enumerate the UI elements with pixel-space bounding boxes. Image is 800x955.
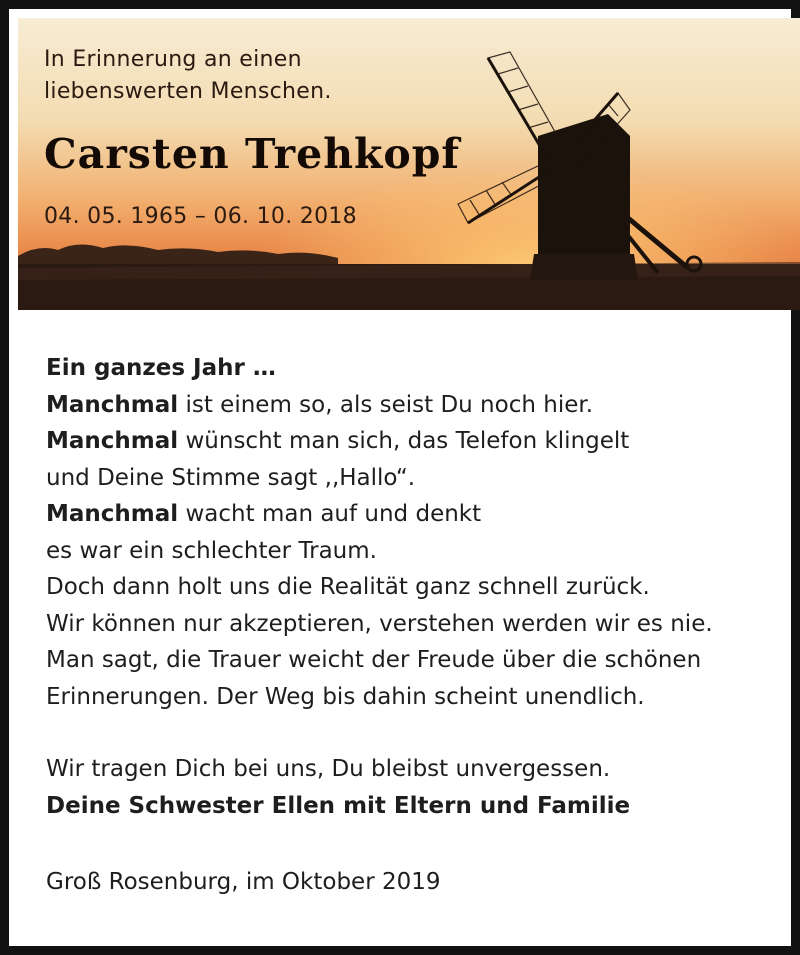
life-dates: 04. 05. 1965 – 06. 10. 2018 [44,204,357,229]
poem-title: Ein ganzes Jahr … [46,355,276,381]
memorial-text [46,350,786,901]
poem-line-6: Doch dann holt uns die Realität ganz schnell zurück. [46,574,650,600]
spacer [46,715,786,751]
closing-line: Wir tragen Dich bei uns, Du bleibst unvergessen. [46,756,611,782]
poem-line-2: Manchmal wünscht man sich, das Telefon klingelt [46,428,630,454]
poem-line-1: Manchmal ist einem so, als seist Du noch hier. [46,391,594,418]
poem-line-3: und Deine Stimme sagt ,,Hallo“. [46,464,416,491]
place-date: Groß Rosenburg, im Oktober 2019 [46,869,441,895]
intro-line-1: In Erinnerung an einen [44,47,302,72]
signature: Deine Schwester Ellen mit Eltern und Familie [46,792,631,819]
intro-line-2: liebenswerten Menschen. [44,79,332,104]
poem-line-9: Erinnerungen. Der Weg bis dahin scheint unendlich. [46,683,645,710]
poem-line-4: Manchmal wacht man auf und denkt [46,501,482,527]
spacer [46,824,786,864]
poem-line-5: es war ein schlechter Traum. [46,537,377,564]
intro-text [44,44,332,108]
poem-line-7: Wir können nur akzeptieren, verstehen werden wir es nie. [46,610,713,637]
deceased-name: Carsten Trehkopf [44,130,461,178]
poem-line-8: Man sagt, die Trauer weicht der Freude über die schönen [46,647,702,673]
memorial-header [18,18,800,310]
